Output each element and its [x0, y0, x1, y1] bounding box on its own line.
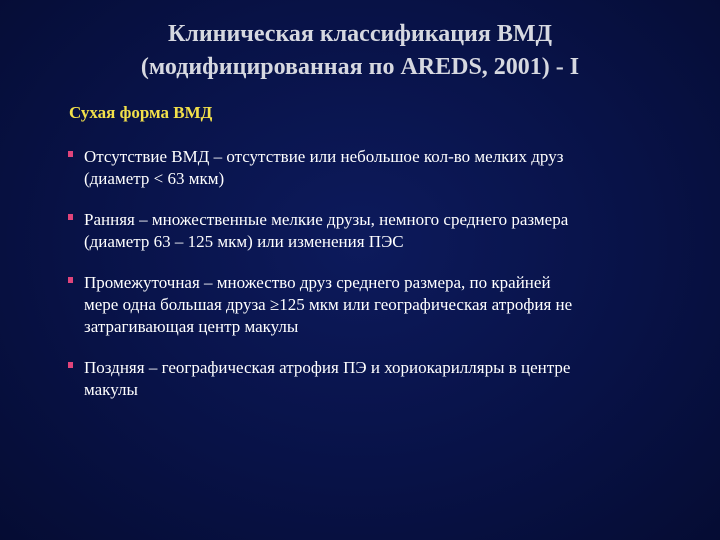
bullet-item-intermediate: [67, 272, 687, 338]
bullet-line: Промежуточная – множество друз среднего размера, по крайней: [84, 273, 551, 292]
slide-title: [0, 18, 720, 84]
square-bullet-icon: [68, 362, 73, 368]
bullet-item-late: [67, 357, 687, 401]
bullet-item-no-amd: [67, 146, 687, 190]
square-bullet-icon: [68, 214, 73, 220]
slide-subtitle: Сухая форма ВМД: [69, 103, 213, 122]
slide-title-line-2: (модифицированная по AREDS, 2001) - I: [140, 54, 580, 80]
slide-title-line-1: Клиническая классификация ВМД: [167, 21, 553, 47]
bullet-list: [67, 146, 687, 420]
bullet-line: макулы: [84, 380, 138, 399]
bullet-line: Поздняя – географическая атрофия ПЭ и хориокарилляры в центре: [84, 358, 571, 377]
bullet-line: (диаметр < 63 мкм): [84, 169, 225, 188]
square-bullet-icon: [68, 277, 73, 283]
bullet-line: затрагивающая центр макулы: [84, 317, 299, 336]
square-bullet-icon: [68, 151, 73, 157]
bullet-line: (диаметр 63 – 125 мкм) или изменения ПЭС: [84, 232, 404, 251]
bullet-line: мере одна большая друза ≥125 мкм или географическая атрофия не: [84, 295, 573, 314]
bullet-line: Ранняя – множественные мелкие друзы, немного среднего размера: [84, 210, 569, 229]
bullet-item-early: [67, 209, 687, 253]
bullet-line: Отсутствие ВМД – отсутствие или небольшое кол-во мелких друз: [84, 147, 564, 166]
